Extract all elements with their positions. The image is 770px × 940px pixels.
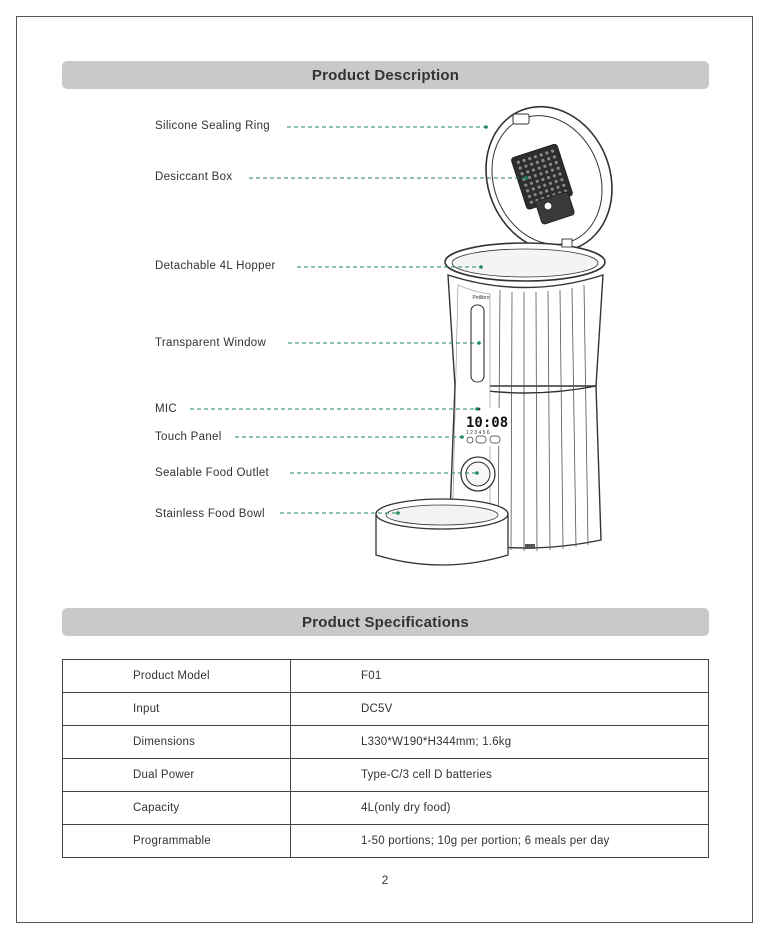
table-row: [63, 726, 709, 759]
table-row: [63, 660, 709, 693]
callout-mic: MIC: [155, 403, 177, 415]
spec-value: 4L(only dry food): [291, 792, 709, 825]
spec-value: Type-C/3 cell D batteries: [291, 759, 709, 792]
spec-value: DC5V: [291, 693, 709, 726]
callout-touch-panel: Touch Panel: [155, 431, 222, 443]
spec-label: Dimensions: [63, 726, 291, 759]
spec-label: Product Model: [63, 660, 291, 693]
callout-desiccant-box: Desiccant Box: [155, 171, 233, 183]
brand-logo: Petlibro: [472, 295, 490, 301]
svg-text:1 2 3 4 5 6: 1 2 3 4 5 6: [466, 430, 490, 436]
spec-value: 1-50 portions; 10g per portion; 6 meals per day: [291, 825, 709, 858]
table-row: [63, 792, 709, 825]
callout-sealable-food-outlet: Sealable Food Outlet: [155, 467, 270, 479]
table-row: [63, 825, 709, 858]
lcd-time-display: 10:08: [466, 415, 509, 431]
table-row: [63, 693, 709, 726]
product-description-heading: Product Description: [62, 61, 709, 89]
spec-label: Input: [63, 693, 291, 726]
specifications-table: [62, 659, 709, 858]
table-row: [63, 759, 709, 792]
spec-value: F01: [291, 660, 709, 693]
callout-silicone-sealing-ring: Silicone Sealing Ring: [155, 120, 270, 132]
page-number: 2: [381, 873, 389, 887]
callout-transparent-window: Transparent Window: [155, 337, 267, 349]
callout-stainless-food-bowl: Stainless Food Bowl: [155, 508, 265, 520]
callout-detachable-hopper: Detachable 4L Hopper: [155, 260, 276, 272]
food-bowl-illustration: [376, 499, 508, 565]
product-specifications-heading: Product Specifications: [62, 608, 709, 636]
spec-label: Capacity: [63, 792, 291, 825]
spec-label: Dual Power: [63, 759, 291, 792]
spec-value: L330*W190*H344mm; 1.6kg: [291, 726, 709, 759]
spec-label: Programmable: [63, 825, 291, 858]
